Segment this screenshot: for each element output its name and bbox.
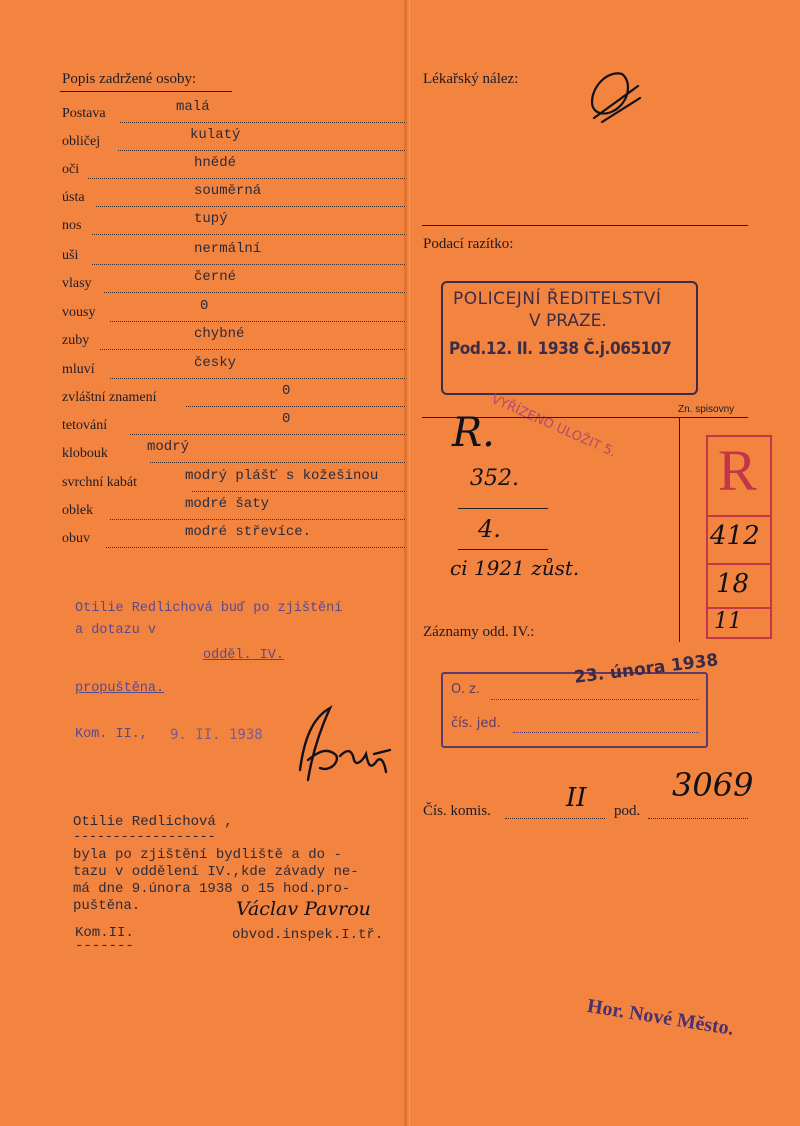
hand-number-2: 4. — [478, 515, 501, 543]
report-line: puštěna. — [73, 898, 141, 914]
row-value: 0 — [200, 298, 209, 314]
officer-title: obvod.inspek.I.tř. — [232, 927, 384, 943]
file-box-letter: R — [718, 438, 757, 503]
file-box-number-2: 18 — [716, 569, 750, 599]
officer-signature: Václav Pavrou — [236, 898, 371, 920]
row-value: černé — [194, 269, 237, 285]
report-underline: ------------------ — [73, 829, 216, 845]
description-header: Popis zadržené osoby: — [62, 71, 197, 87]
row-dots — [110, 519, 405, 520]
note-line-4: propuštěna. — [75, 681, 165, 696]
pod-label: pod. — [614, 803, 641, 819]
dept-stamp-line1: O. z. — [451, 682, 480, 697]
district-stamp: Hor. Nové Město. — [585, 995, 736, 1040]
hand-line-2 — [458, 549, 548, 550]
signature-left — [290, 700, 400, 790]
note-date-stamp: 9. II. 1938 — [170, 727, 263, 743]
report-line: tazu v oddělení IV.,kde závady ne- — [73, 864, 359, 880]
row-label: zuby — [62, 333, 90, 348]
row-label: nos — [62, 218, 82, 233]
row-value: nermální — [194, 241, 262, 257]
row-dots — [120, 122, 405, 123]
row-value: 0 — [282, 411, 291, 427]
komis-dots — [505, 818, 605, 819]
row-label: vousy — [62, 305, 96, 320]
note-line-1: Otilie Redlichová buď po zjištění — [75, 601, 343, 616]
dept-stamp-dots-2 — [513, 732, 699, 733]
pod-dots — [648, 818, 748, 819]
row-label: tetování — [62, 418, 108, 433]
row-value: modrý plášť s kožešinou — [185, 468, 379, 484]
row-label: oblek — [62, 503, 94, 518]
komis-value: II — [566, 783, 587, 813]
row-label: uši — [62, 248, 79, 263]
file-box-line-2 — [708, 563, 770, 565]
medical-label: Lékařský nález: — [423, 71, 519, 87]
row-dots — [92, 234, 405, 235]
note-line-3: odděl. IV. — [203, 648, 285, 663]
row-label: klobouk — [62, 446, 108, 461]
row-value: česky — [194, 355, 237, 371]
file-box-line-1 — [708, 515, 770, 517]
row-dots — [186, 406, 405, 407]
dept-stamp-dots-1 — [491, 699, 699, 700]
row-dots — [192, 491, 405, 492]
row-dots — [150, 462, 405, 463]
report-kom-underline: ------- — [75, 938, 134, 954]
row-value: modré střevíce. — [185, 524, 312, 540]
note-line-2: a dotazu v — [75, 623, 157, 638]
file-box-number-1: 412 — [710, 521, 760, 551]
dept-stamp-date: 23. února 1938 — [573, 650, 720, 688]
file-vertical-line — [679, 417, 680, 642]
hand-r: R. — [452, 410, 495, 456]
row-value: modré šaty — [185, 496, 270, 512]
hand-number-1: 352. — [470, 466, 519, 491]
row-label: Postava — [62, 106, 106, 121]
header-underline — [60, 91, 232, 92]
row-value: souměrná — [194, 183, 262, 199]
report-line: má dne 9.února 1938 o 15 hod.pro- — [73, 881, 351, 897]
row-dots — [96, 206, 405, 207]
police-stamp-line1: POLICEJNÍ ŘEDITELSTVÍ — [453, 289, 662, 309]
row-value: chybné — [194, 326, 245, 342]
row-dots — [130, 434, 405, 435]
row-label: oči — [62, 162, 80, 177]
report-line: byla po zjištění bydliště a do - — [73, 847, 342, 863]
row-value: kulatý — [190, 127, 241, 143]
row-dots — [106, 547, 405, 548]
komis-label: Čís. komis. — [423, 803, 491, 819]
pod-value: 3069 — [672, 766, 754, 804]
report-kom: Kom.II. — [75, 925, 134, 941]
medical-divider — [422, 225, 748, 226]
row-label: vlasy — [62, 276, 92, 291]
zaznamy-label: Záznamy odd. IV.: — [423, 624, 535, 640]
row-label: ústa — [62, 190, 85, 205]
stamp-label: Podací razítko: — [423, 236, 514, 252]
row-value: malá — [176, 99, 210, 115]
police-stamp-line3: Pod.12. II. 1938 Č.j.065107 — [449, 339, 672, 359]
row-value: tupý — [194, 211, 228, 227]
row-label: svrchní kabát — [62, 475, 138, 490]
row-label: mluví — [62, 362, 95, 377]
row-dots — [110, 321, 405, 322]
page-fold-highlight — [409, 0, 410, 1126]
row-label: obličej — [62, 134, 101, 149]
police-stamp-line2: V PRAZE. — [529, 311, 607, 331]
dept-stamp-line2: čís. jed. — [451, 716, 501, 731]
row-dots — [104, 292, 405, 293]
row-dots — [100, 349, 405, 350]
note-kom: Kom. II., — [75, 727, 148, 742]
vyrizeno-stamp: VYŘÍZENO ULOŽIT 5. — [488, 392, 619, 461]
row-label: zvláštní znamení — [62, 390, 157, 405]
row-value: 0 — [282, 383, 291, 399]
file-box-number-3: 11 — [714, 609, 742, 634]
report-name: Otilie Redlichová , — [73, 814, 233, 830]
zn-spisovny-label: Zn. spisovny — [678, 404, 735, 415]
row-dots — [118, 150, 405, 151]
hand-note: ci 1921 zůst. — [450, 556, 580, 580]
row-dots — [88, 178, 405, 179]
row-value: hnědé — [194, 155, 237, 171]
row-label: obuv — [62, 531, 90, 546]
file-box — [706, 435, 772, 639]
hand-line-1 — [458, 508, 548, 509]
medical-zero-mark — [578, 60, 648, 130]
row-dots — [110, 378, 405, 379]
page-fold — [404, 0, 407, 1126]
row-value: modrý — [147, 439, 190, 455]
row-dots — [92, 264, 405, 265]
police-stamp — [441, 281, 698, 395]
